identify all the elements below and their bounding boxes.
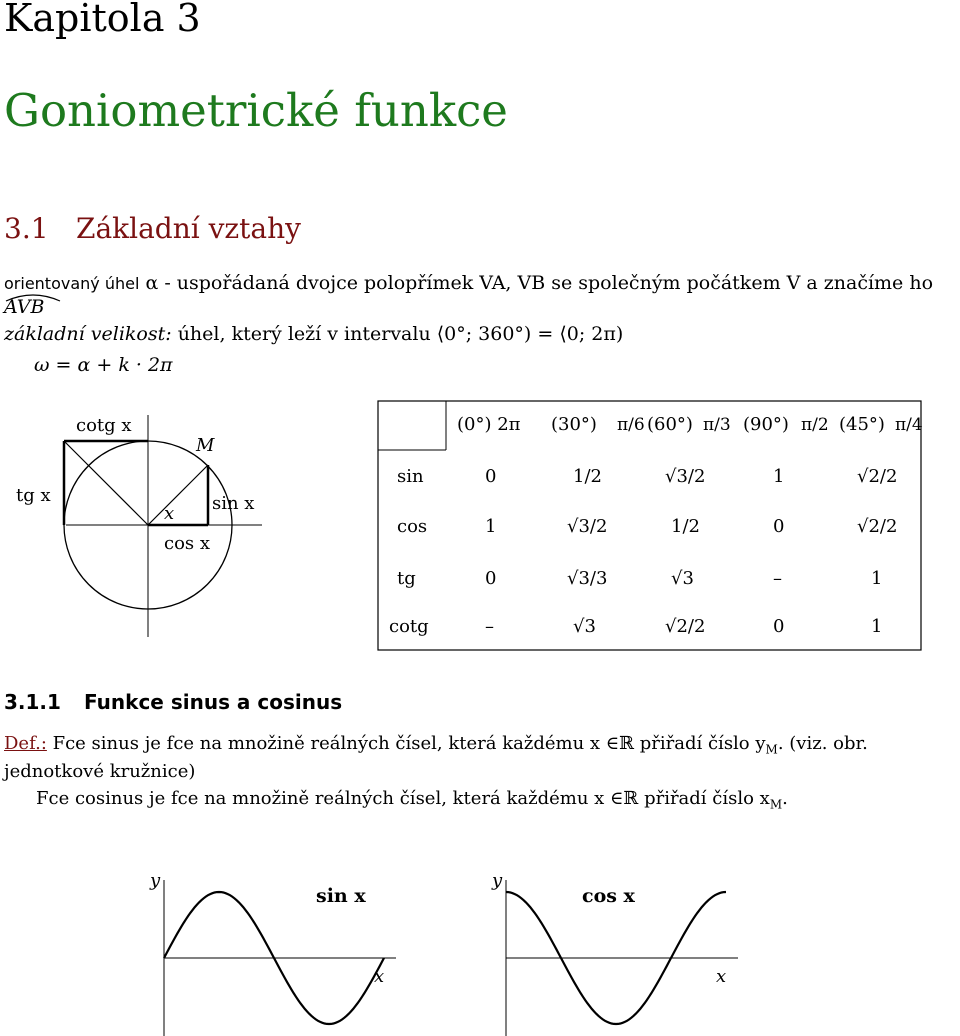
header-col-4: (45°) [839,414,885,435]
unit-circle-diagram [0,405,280,645]
tg-val-0: 0 [485,568,497,589]
header-pi-3: π/2 [801,415,829,435]
tg-val-90: – [773,568,782,589]
sine-x-label: x [374,966,385,987]
sin-val-90: 1 [773,466,785,487]
sin-val-45: √2/2 [857,466,898,487]
cotg-val-0: – [485,616,494,637]
def-line1-sub: M [765,742,778,757]
row-label-tg: tg [397,568,416,589]
cos-val-45: √2/2 [857,516,898,537]
row-label-cos: cos [397,516,428,537]
radius-line [148,465,208,525]
table-row-cos [397,516,897,537]
header-pi-2: π/3 [703,415,731,435]
tg-val-45: 1 [871,568,883,589]
cos-val-30: √3/2 [567,516,608,537]
table-header-row [457,414,923,435]
sine-graph [140,860,400,1036]
def-line1-end: . (viz. obr. [777,733,868,754]
table-row-tg [397,568,882,589]
basic-size-label: základní velikost: [4,323,172,345]
cotg-val-60: √2/2 [665,616,706,637]
row-label-cotg: cotg [389,616,429,637]
definition-rest: α - uspořádaná dvojce polopřímek VA, VB se společným počátkem V a značíme ho [139,272,934,294]
cosine-title: cos x [582,885,635,907]
def-label: Def.: [4,733,47,754]
tangent-line [64,441,148,525]
sin-val-60: √3/2 [665,466,706,487]
cotg-val-90: 0 [773,616,785,637]
definition-term: orientovaný úhel [4,274,140,293]
def-line-3 [36,788,788,812]
definition-line [4,272,933,294]
def-line-1 [4,733,868,757]
def-line3-text: Fce cosinus je fce na množině reálných čísel, která každému x ∈ℝ přiřadí číslo x [36,788,770,809]
sin-val-0: 0 [485,466,497,487]
sin-val-30: 1/2 [573,466,602,487]
def-line3-sub: M [769,797,783,812]
chapter-heading: Kapitola 3 [4,0,201,40]
cos-val-60: 1/2 [671,516,700,537]
basic-size-line [4,323,623,345]
subsection-number: 3.1.1 [4,690,61,714]
cosine-y-label: y [492,870,503,891]
header-col-1: (30°) [551,414,597,435]
page-title: Goniometrické funkce [4,84,508,137]
basic-size-text: úhel, který leží v intervalu ⟨0°; 360°) = ⟨0; 2π) [171,323,624,345]
header-pi-1: π/6 [617,415,645,435]
header-pi-4: π/4 [895,415,923,435]
tg-val-60: √3 [671,568,694,589]
sine-title: sin x [316,885,366,907]
angle-x-label: x [164,503,175,524]
def-line3-end: . [782,788,788,809]
def-line1-text: Fce sinus je fce na množině reálných čísel, která každému x ∈ℝ přiřadí číslo y [46,733,766,754]
table-row-sin [397,466,897,487]
cotg-label: cotg x [76,415,132,436]
row-label-sin: sin [397,466,424,487]
trig-values-table [377,400,923,652]
section-title: Základní vztahy [76,212,301,245]
cos-val-0: 1 [485,516,497,537]
subsection-title: Funkce sinus a cosinus [84,690,343,714]
def-line-2: jednotkové kružnice) [4,761,196,782]
sine-y-label: y [150,870,161,891]
cotg-val-45: 1 [871,616,883,637]
sin-label: sin x [212,493,255,514]
table-row-cotg [389,616,882,637]
hat-icon [4,292,62,302]
omega-formula: ω = α + k · 2π [34,354,173,376]
table-frame [378,401,921,650]
cosine-graph [482,860,742,1036]
cos-val-90: 0 [773,516,785,537]
tg-label: tg x [16,485,51,506]
angle-symbol-text: AVB [4,296,45,318]
section-number: 3.1 [4,212,49,245]
point-m-label: M [196,435,215,456]
header-col-2: (60°) [647,414,693,435]
header-col-0: (0°) 2π [457,414,521,435]
tg-val-30: √3/3 [567,568,608,589]
cos-label: cos x [164,533,211,554]
cosine-x-label: x [716,966,727,987]
cotg-val-30: √3 [573,616,596,637]
header-col-3: (90°) [743,414,789,435]
angle-symbol [4,296,44,318]
